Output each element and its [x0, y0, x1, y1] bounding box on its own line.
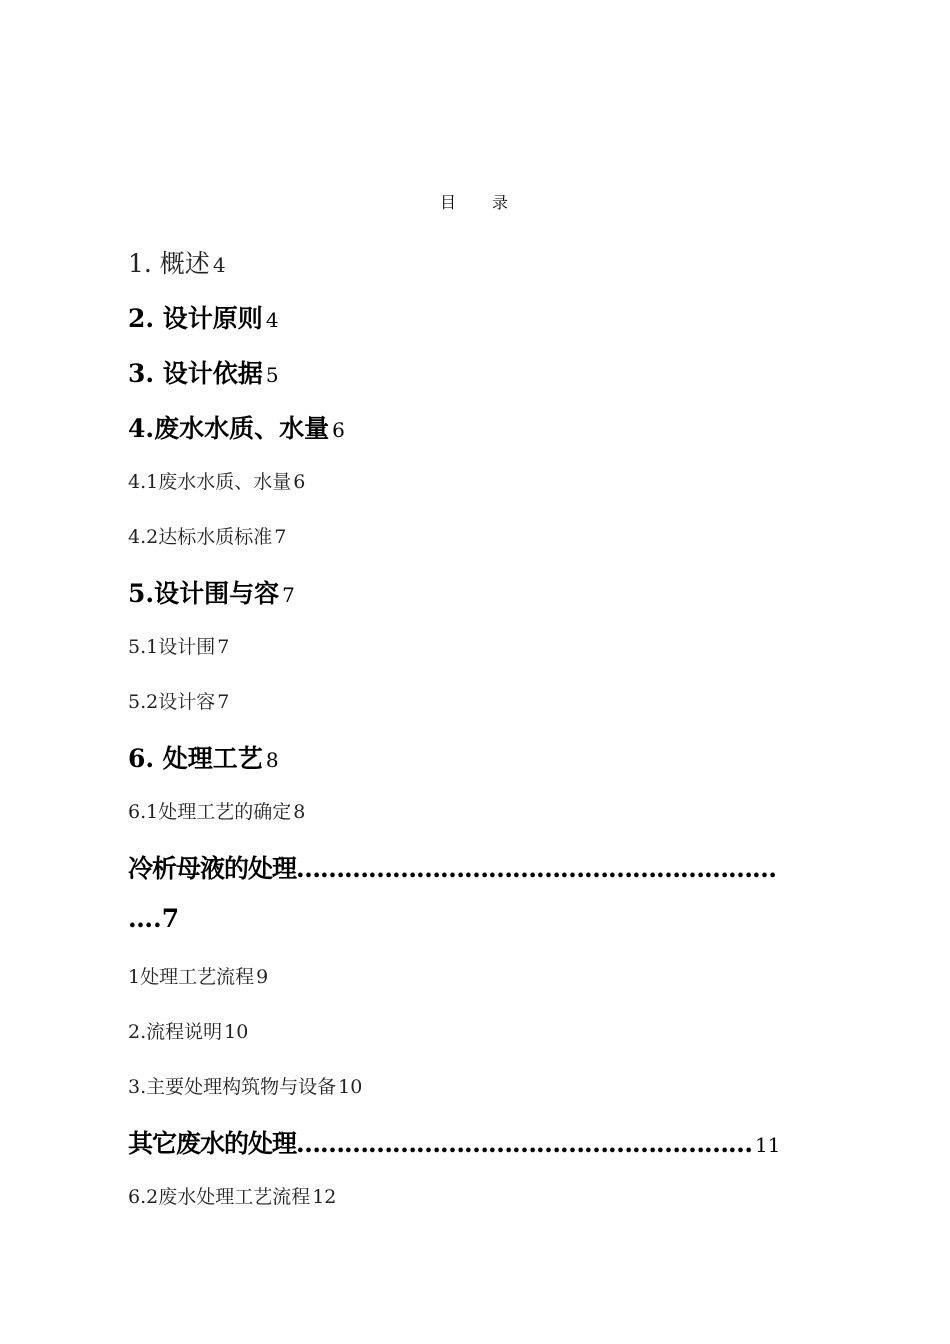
toc-title-left: 目	[439, 193, 458, 212]
toc-entry-text: 其它废水的处理…………………………………………………	[128, 1129, 753, 1158]
toc-entry-text: 5.2设计容	[128, 691, 216, 713]
toc-entry-text: 5.1设计围	[128, 636, 216, 658]
toc-entry-text: ….7	[128, 904, 180, 933]
toc-entry-text: 6.1处理工艺的确定	[128, 801, 292, 823]
toc-entry-page: 7	[217, 636, 230, 658]
toc-entry-page: 11	[755, 1133, 781, 1157]
toc-entry-page: 10	[338, 1076, 363, 1098]
toc-entry-4-1[interactable]	[128, 467, 305, 494]
toc-entry-page: 4	[265, 308, 279, 332]
toc-entry-flow-description[interactable]	[128, 1017, 248, 1044]
toc-entry-text: 1处理工艺流程	[128, 966, 255, 988]
toc-entry-page: 7	[274, 526, 287, 548]
toc-entry-page: 4	[212, 253, 226, 277]
toc-entry-text: 冷析母液的处理……………………………………………………	[128, 854, 777, 883]
toc-entry-other-wastewater[interactable]	[128, 1124, 780, 1160]
toc-entry-text: 2.流程说明	[128, 1021, 223, 1043]
toc-entry-text: 5.设计围与容	[128, 579, 280, 608]
toc-entry-text: 3. 设计依据	[128, 359, 263, 388]
toc-entry-3[interactable]	[128, 354, 279, 390]
toc-entry-text: 2. 设计原则	[128, 304, 263, 333]
toc-entry-process-flow[interactable]	[128, 962, 268, 989]
toc-entry-page: 8	[293, 801, 306, 823]
toc-entry-6-2[interactable]	[128, 1182, 336, 1209]
toc-entry-text: 6.2废水处理工艺流程	[128, 1186, 311, 1208]
toc-entry-6[interactable]	[128, 739, 279, 775]
toc-entry-page: 8	[265, 748, 279, 772]
toc-entry-cold-mother-liquor-cont[interactable]	[128, 904, 179, 933]
toc-entry-4[interactable]	[128, 409, 345, 445]
toc-title-right: 录	[492, 193, 511, 212]
toc-entry-page: 6	[332, 418, 345, 442]
toc-entry-page: 7	[217, 691, 230, 713]
toc-title	[0, 190, 950, 213]
toc-entry-page: 9	[256, 966, 269, 988]
toc-entry-1[interactable]	[128, 244, 226, 280]
toc-entry-page: 10	[224, 1021, 249, 1043]
toc-entry-text: 1. 概述	[128, 249, 210, 278]
toc-entry-text: 4.废水水质、水量	[128, 414, 330, 443]
toc-entry-page: 7	[282, 583, 295, 607]
toc-entry-text: 6. 处理工艺	[128, 744, 263, 773]
toc-entry-page: 6	[293, 471, 306, 493]
toc-entry-5[interactable]	[128, 574, 295, 610]
toc-entry-6-1[interactable]	[128, 797, 305, 824]
toc-entry-2[interactable]	[128, 299, 279, 335]
toc-entry-page: 5	[265, 363, 279, 387]
toc-entry-5-2[interactable]	[128, 687, 229, 714]
toc-entry-4-2[interactable]	[128, 522, 286, 549]
toc-entry-text: 4.2达标水质标准	[128, 526, 273, 548]
toc-entry-page: 12	[312, 1186, 337, 1208]
toc-entry-text: 3.主要处理构筑物与设备	[128, 1076, 337, 1098]
toc-entry-text: 4.1废水水质、水量	[128, 471, 292, 493]
toc-entry-main-structures[interactable]	[128, 1072, 362, 1099]
toc-entry-cold-mother-liquor[interactable]	[128, 849, 776, 885]
toc-entry-5-1[interactable]	[128, 632, 229, 659]
